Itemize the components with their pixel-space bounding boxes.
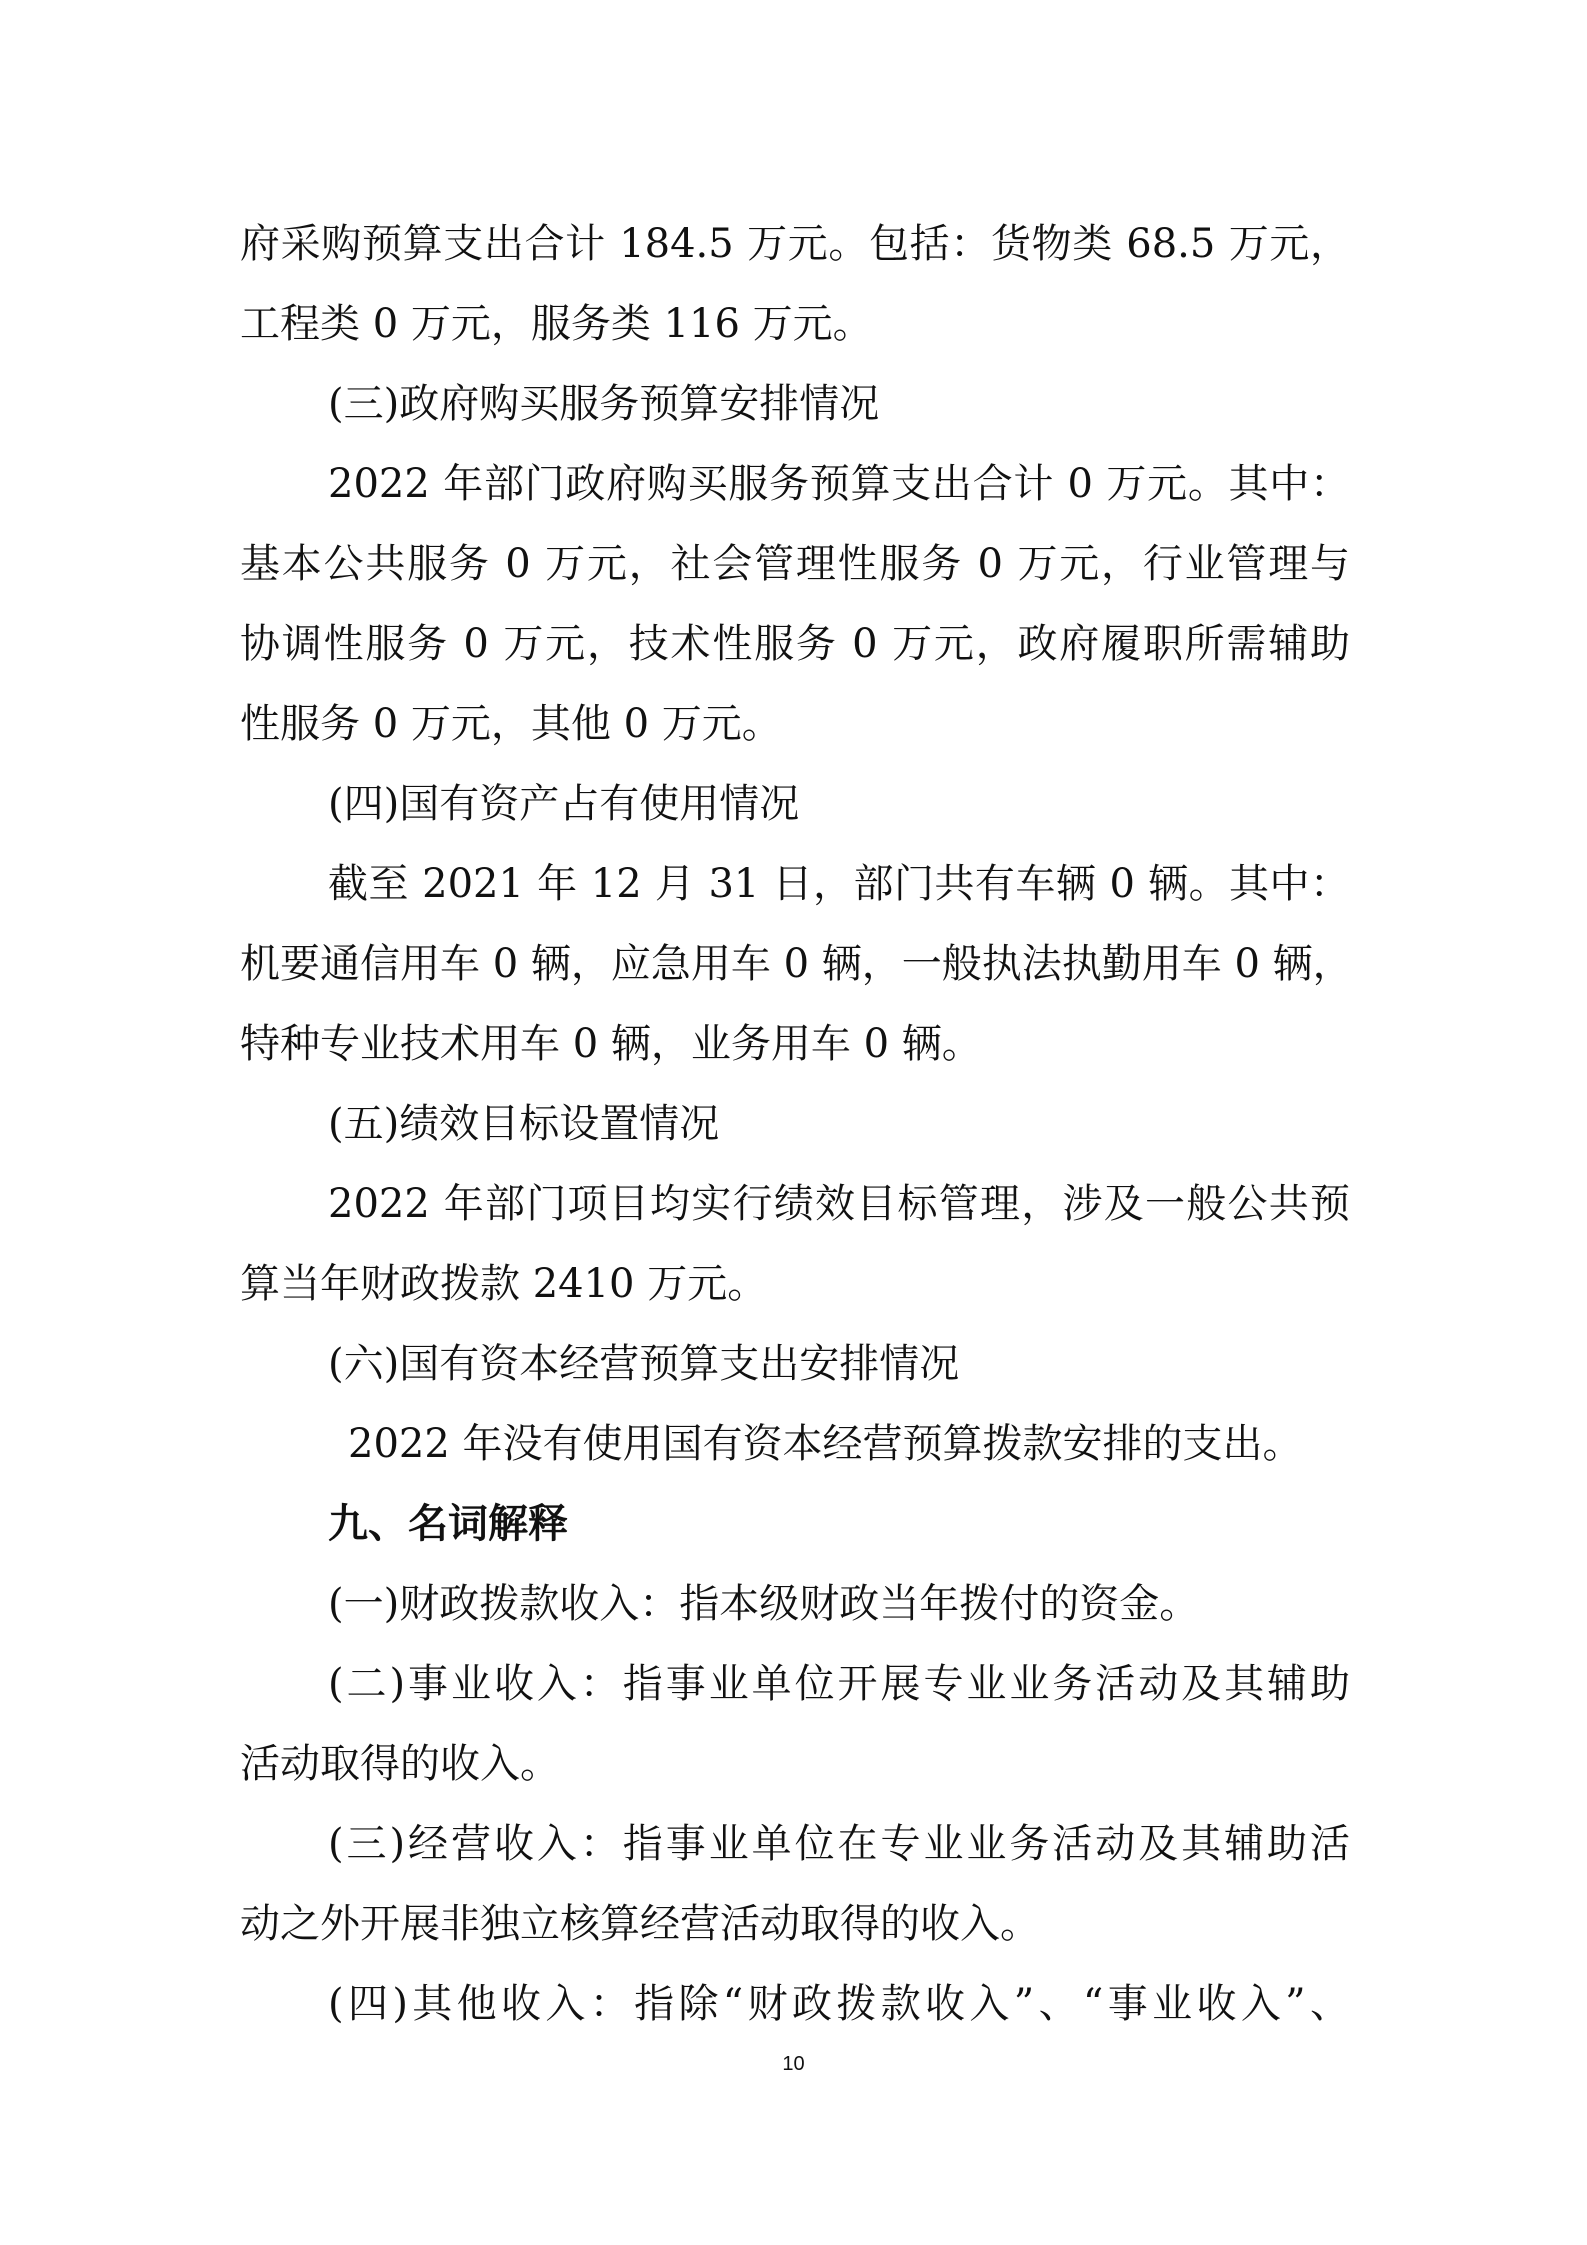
definition-line: (三)经营收入：指事业单位在专业业务活动及其辅助活 <box>328 1821 1350 1867</box>
body-text-line: 基本公共服务 0 万元，社会管理性服务 0 万元，行业管理与 <box>240 541 1350 587</box>
body-text-line: 2022 年部门政府购买服务预算支出合计 0 万元。其中： <box>328 461 1350 507</box>
section-subheading: (六)国有资本经营预算支出安排情况 <box>328 1341 960 1387</box>
section-heading: 九、名词解释 <box>328 1501 568 1547</box>
body-text-line: 性服务 0 万元，其他 0 万元。 <box>240 701 782 747</box>
body-text-line: 截至 2021 年 12 月 31 日，部门共有车辆 0 辆。其中： <box>328 861 1350 907</box>
section-subheading: (三)政府购买服务预算安排情况 <box>328 381 880 427</box>
section-subheading: (四)国有资产占有使用情况 <box>328 781 800 827</box>
body-text-line: 特种专业技术用车 0 辆，业务用车 0 辆。 <box>240 1021 982 1067</box>
definition-line: (一)财政拨款收入：指本级财政当年拨付的资金。 <box>328 1581 1200 1627</box>
definition-line: (四)其他收入：指除“财政拨款收入”、“事业收入”、 <box>328 1981 1350 2027</box>
section-subheading: (五)绩效目标设置情况 <box>328 1101 720 1147</box>
definition-line: 动之外开展非独立核算经营活动取得的收入。 <box>240 1901 1040 1947</box>
body-text-line: 机要通信用车 0 辆，应急用车 0 辆，一般执法执勤用车 0 辆， <box>240 941 1353 987</box>
body-text-line: 2022 年部门项目均实行绩效目标管理，涉及一般公共预 <box>328 1181 1350 1227</box>
definition-line: (二)事业收入：指事业单位开展专业业务活动及其辅助 <box>328 1661 1350 1707</box>
body-text-line: 协调性服务 0 万元，技术性服务 0 万元，政府履职所需辅助 <box>240 621 1350 667</box>
body-text-line: 工程类 0 万元，服务类 116 万元。 <box>240 301 873 347</box>
definition-line: 活动取得的收入。 <box>240 1741 560 1787</box>
body-text-line: 2022 年没有使用国有资本经营预算拨款安排的支出。 <box>348 1421 1303 1467</box>
body-text-line: 算当年财政拨款 2410 万元。 <box>240 1261 768 1307</box>
page-number: 10 <box>782 2053 805 2075</box>
body-text-line: 府采购预算支出合计 184.5 万元。包括：货物类 68.5 万元， <box>240 221 1350 267</box>
